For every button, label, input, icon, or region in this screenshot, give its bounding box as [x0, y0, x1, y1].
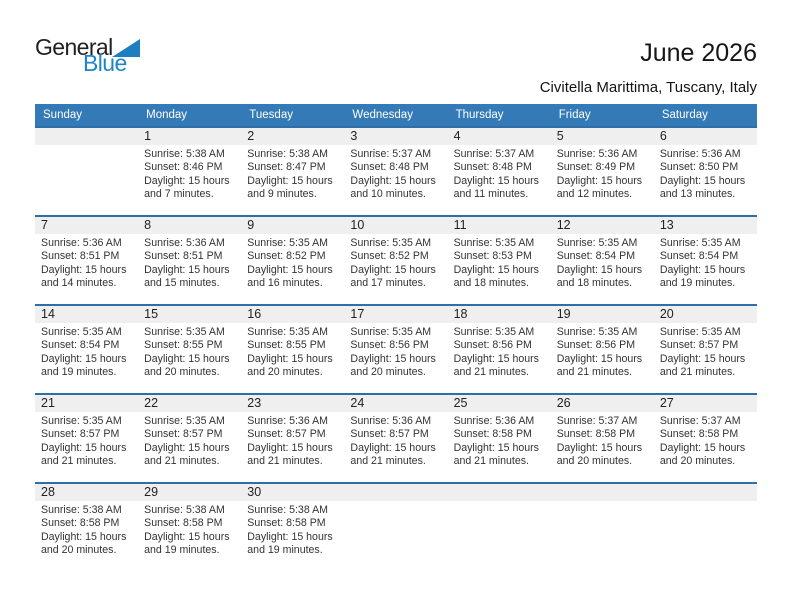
- sunset-text: Sunset: 8:56 PM: [453, 339, 532, 352]
- day-cell-empty: [551, 501, 654, 571]
- sunrise-text: Sunrise: 5:37 AM: [350, 148, 432, 160]
- daylight-text: Daylight: 15 hours: [247, 174, 333, 187]
- daylight-text: Daylight: 15 hours: [453, 352, 539, 365]
- daylight-text: and 21 minutes.: [556, 366, 633, 379]
- sunrise-text: Sunrise: 5:35 AM: [556, 326, 638, 338]
- day-cell-1: [138, 145, 241, 215]
- day-number-22: 22: [144, 396, 159, 410]
- sunset-text: Sunset: 8:58 PM: [659, 428, 739, 441]
- day-number-7: 7: [41, 218, 48, 232]
- daylight-text: and 21 minutes.: [453, 366, 529, 379]
- daylight-text: and 21 minutes.: [453, 455, 529, 468]
- daylight-text: and 20 minutes.: [350, 366, 426, 379]
- day-number-18: 18: [453, 307, 468, 321]
- sunset-text: Sunset: 8:53 PM: [453, 250, 532, 263]
- day-number-strip: [35, 484, 757, 501]
- daylight-text: Daylight: 15 hours: [247, 530, 333, 543]
- sunset-text: Sunset: 8:50 PM: [659, 161, 739, 174]
- daylight-text: Daylight: 15 hours: [41, 441, 127, 454]
- sunset-text: Sunset: 8:56 PM: [556, 339, 636, 352]
- sunset-text: Sunset: 8:47 PM: [247, 161, 326, 174]
- daylight-text: Daylight: 15 hours: [41, 530, 127, 543]
- sunrise-text: Sunrise: 5:36 AM: [453, 415, 535, 427]
- sunset-text: Sunset: 8:58 PM: [556, 428, 636, 441]
- sunset-text: Sunset: 8:48 PM: [453, 161, 532, 174]
- day-number-17: 17: [350, 307, 365, 321]
- daylight-text: and 19 minutes.: [144, 544, 220, 557]
- day-number-19: 19: [556, 307, 571, 321]
- daylight-text: and 12 minutes.: [556, 188, 633, 201]
- day-cell-11: [448, 234, 551, 304]
- daylight-text: Daylight: 15 hours: [350, 352, 436, 365]
- sunset-text: Sunset: 8:57 PM: [659, 339, 739, 352]
- day-cell-5: [551, 145, 654, 215]
- daylight-text: and 19 minutes.: [659, 277, 736, 290]
- day-number-5: 5: [556, 129, 564, 143]
- sunrise-text: Sunrise: 5:35 AM: [247, 237, 328, 249]
- sunset-text: Sunset: 8:51 PM: [144, 250, 223, 263]
- daylight-text: and 19 minutes.: [247, 544, 323, 557]
- day-cell-empty: [654, 501, 757, 571]
- day-number-empty: [654, 484, 757, 501]
- week-row-1: [35, 126, 757, 215]
- sunrise-text: Sunrise: 5:35 AM: [247, 326, 328, 338]
- sunrise-text: Sunrise: 5:38 AM: [144, 504, 225, 516]
- logo-text-general: General: [35, 34, 113, 60]
- sunset-text: Sunset: 8:48 PM: [350, 161, 429, 174]
- weekday-header-monday: Monday: [146, 109, 188, 121]
- day-cell-13: [654, 234, 757, 304]
- sunrise-text: Sunrise: 5:35 AM: [350, 326, 432, 338]
- day-cell-10: [344, 234, 447, 304]
- sunset-text: Sunset: 8:54 PM: [659, 250, 739, 263]
- sunrise-text: Sunrise: 5:38 AM: [247, 504, 328, 516]
- daylight-text: and 18 minutes.: [556, 277, 633, 290]
- daylight-text: Daylight: 15 hours: [41, 352, 127, 365]
- week-row-2: [35, 215, 757, 304]
- day-cell-empty: [35, 145, 138, 215]
- day-number-10: 10: [350, 218, 365, 232]
- day-number-strip: [35, 395, 757, 412]
- day-cell-17: [344, 323, 447, 393]
- daylight-text: and 20 minutes.: [41, 544, 117, 557]
- day-details-strip: [35, 501, 757, 571]
- sunset-text: Sunset: 8:58 PM: [144, 517, 223, 530]
- daylight-text: and 7 minutes.: [144, 188, 214, 201]
- sunrise-text: Sunrise: 5:36 AM: [144, 237, 225, 249]
- daylight-text: and 17 minutes.: [350, 277, 426, 290]
- weekday-header-row: [35, 104, 757, 126]
- daylight-text: and 21 minutes.: [41, 455, 117, 468]
- calendar-weeks: [35, 126, 757, 571]
- day-cell-21: [35, 412, 138, 482]
- daylight-text: Daylight: 15 hours: [556, 174, 643, 187]
- day-number-24: 24: [350, 396, 365, 410]
- day-cell-empty: [344, 501, 447, 571]
- day-number-9: 9: [247, 218, 255, 232]
- daylight-text: Daylight: 15 hours: [556, 263, 643, 276]
- day-number-26: 26: [556, 396, 571, 410]
- day-number-empty: [35, 128, 138, 145]
- daylight-text: and 18 minutes.: [453, 277, 529, 290]
- logo-text-blue: Blue: [83, 50, 127, 76]
- day-number-strip: [35, 306, 757, 323]
- daylight-text: Daylight: 15 hours: [144, 352, 230, 365]
- day-number-28: 28: [41, 485, 55, 499]
- day-number-strip: [35, 128, 757, 145]
- sunset-text: Sunset: 8:57 PM: [41, 428, 120, 441]
- daylight-text: Daylight: 15 hours: [659, 263, 746, 276]
- day-number-1: 1: [144, 129, 152, 143]
- day-number-empty: [551, 484, 654, 501]
- week-row-5: [35, 482, 757, 571]
- day-number-25: 25: [453, 396, 468, 410]
- day-cell-15: [138, 323, 241, 393]
- sunrise-text: Sunrise: 5:35 AM: [659, 237, 741, 249]
- day-cell-24: [344, 412, 447, 482]
- day-cell-28: [35, 501, 138, 571]
- calendar-table: [35, 104, 757, 571]
- day-cell-empty: [448, 501, 551, 571]
- sunset-text: Sunset: 8:51 PM: [41, 250, 120, 263]
- day-number-empty: [448, 484, 551, 501]
- sunset-text: Sunset: 8:56 PM: [350, 339, 429, 352]
- daylight-text: and 21 minutes.: [144, 455, 220, 468]
- day-details-strip: [35, 145, 757, 215]
- day-number-8: 8: [144, 218, 152, 232]
- day-number-20: 20: [659, 307, 674, 321]
- sunrise-text: Sunrise: 5:35 AM: [41, 415, 122, 427]
- day-cell-29: [138, 501, 241, 571]
- day-cell-14: [35, 323, 138, 393]
- week-row-3: [35, 304, 757, 393]
- daylight-text: and 21 minutes.: [247, 455, 323, 468]
- daylight-text: and 21 minutes.: [659, 366, 736, 379]
- day-cell-18: [448, 323, 551, 393]
- day-number-strip: [35, 217, 757, 234]
- day-cell-22: [138, 412, 241, 482]
- daylight-text: Daylight: 15 hours: [144, 530, 230, 543]
- daylight-text: and 20 minutes.: [144, 366, 220, 379]
- day-cell-7: [35, 234, 138, 304]
- day-number-3: 3: [350, 129, 358, 143]
- day-cell-19: [551, 323, 654, 393]
- daylight-text: and 21 minutes.: [350, 455, 426, 468]
- day-cell-8: [138, 234, 241, 304]
- day-cell-23: [241, 412, 344, 482]
- day-cell-6: [654, 145, 757, 215]
- daylight-text: Daylight: 15 hours: [350, 174, 436, 187]
- day-details-strip: [35, 412, 757, 482]
- daylight-text: Daylight: 15 hours: [350, 263, 436, 276]
- day-details-strip: [35, 323, 757, 393]
- sunrise-text: Sunrise: 5:35 AM: [144, 415, 225, 427]
- sunset-text: Sunset: 8:57 PM: [350, 428, 429, 441]
- day-number-empty: [344, 484, 447, 501]
- daylight-text: Daylight: 15 hours: [144, 441, 230, 454]
- weekday-header-saturday: Saturday: [661, 109, 708, 121]
- daylight-text: Daylight: 15 hours: [350, 441, 436, 454]
- sunrise-text: Sunrise: 5:36 AM: [247, 415, 328, 427]
- daylight-text: Daylight: 15 hours: [453, 174, 539, 187]
- day-cell-3: [344, 145, 447, 215]
- sunrise-text: Sunrise: 5:38 AM: [144, 148, 225, 160]
- sunrise-text: Sunrise: 5:35 AM: [41, 326, 122, 338]
- daylight-text: and 15 minutes.: [144, 277, 220, 290]
- sunset-text: Sunset: 8:52 PM: [247, 250, 326, 263]
- sunset-text: Sunset: 8:55 PM: [247, 339, 326, 352]
- daylight-text: Daylight: 15 hours: [247, 441, 333, 454]
- day-cell-4: [448, 145, 551, 215]
- day-number-29: 29: [144, 485, 159, 499]
- day-cell-20: [654, 323, 757, 393]
- sunset-text: Sunset: 8:57 PM: [144, 428, 223, 441]
- weekday-header-friday: Friday: [558, 109, 591, 121]
- daylight-text: Daylight: 15 hours: [659, 174, 746, 187]
- sunset-text: Sunset: 8:54 PM: [556, 250, 636, 263]
- week-row-4: [35, 393, 757, 482]
- day-number-13: 13: [659, 218, 674, 232]
- daylight-text: Daylight: 15 hours: [453, 263, 539, 276]
- weekday-header-tuesday: Tuesday: [249, 109, 293, 121]
- sunrise-text: Sunrise: 5:36 AM: [41, 237, 122, 249]
- day-number-4: 4: [453, 129, 461, 143]
- sunrise-text: Sunrise: 5:35 AM: [556, 237, 638, 249]
- day-number-2: 2: [247, 129, 255, 143]
- day-number-15: 15: [144, 307, 159, 321]
- day-number-23: 23: [247, 396, 262, 410]
- sunrise-text: Sunrise: 5:36 AM: [659, 148, 741, 160]
- day-number-12: 12: [556, 218, 571, 232]
- sunset-text: Sunset: 8:58 PM: [247, 517, 326, 530]
- sunrise-text: Sunrise: 5:36 AM: [350, 415, 432, 427]
- daylight-text: and 14 minutes.: [41, 277, 117, 290]
- day-cell-27: [654, 412, 757, 482]
- sunrise-text: Sunrise: 5:37 AM: [556, 415, 638, 427]
- day-cell-25: [448, 412, 551, 482]
- daylight-text: and 20 minutes.: [556, 455, 633, 468]
- daylight-text: Daylight: 15 hours: [144, 263, 230, 276]
- day-number-11: 11: [453, 218, 467, 232]
- sunrise-text: Sunrise: 5:35 AM: [350, 237, 432, 249]
- day-number-6: 6: [659, 129, 667, 143]
- daylight-text: Daylight: 15 hours: [659, 441, 746, 454]
- day-cell-2: [241, 145, 344, 215]
- daylight-text: Daylight: 15 hours: [453, 441, 539, 454]
- weekday-header-thursday: Thursday: [455, 109, 504, 121]
- daylight-text: and 10 minutes.: [350, 188, 426, 201]
- sunset-text: Sunset: 8:58 PM: [41, 517, 120, 530]
- sunrise-text: Sunrise: 5:35 AM: [453, 326, 535, 338]
- day-cell-16: [241, 323, 344, 393]
- day-number-30: 30: [247, 485, 262, 499]
- sunrise-text: Sunrise: 5:35 AM: [453, 237, 535, 249]
- sunset-text: Sunset: 8:57 PM: [247, 428, 326, 441]
- daylight-text: Daylight: 15 hours: [144, 174, 230, 187]
- daylight-text: Daylight: 15 hours: [247, 263, 333, 276]
- sunrise-text: Sunrise: 5:37 AM: [453, 148, 535, 160]
- sunrise-text: Sunrise: 5:37 AM: [659, 415, 741, 427]
- sunset-text: Sunset: 8:49 PM: [556, 161, 636, 174]
- general-blue-logo: [35, 36, 140, 75]
- sunrise-text: Sunrise: 5:35 AM: [659, 326, 741, 338]
- day-cell-12: [551, 234, 654, 304]
- location-subtitle: Civitella Marittima, Tuscany, Italy: [539, 79, 757, 96]
- day-number-21: 21: [41, 396, 55, 410]
- daylight-text: and 11 minutes.: [453, 188, 529, 201]
- day-cell-9: [241, 234, 344, 304]
- daylight-text: and 20 minutes.: [247, 366, 323, 379]
- day-cell-30: [241, 501, 344, 571]
- daylight-text: and 13 minutes.: [659, 188, 736, 201]
- sunrise-text: Sunrise: 5:38 AM: [41, 504, 122, 516]
- weekday-header-sunday: Sunday: [43, 109, 83, 121]
- sunset-text: Sunset: 8:46 PM: [144, 161, 223, 174]
- day-number-16: 16: [247, 307, 262, 321]
- day-number-14: 14: [41, 307, 55, 321]
- sunset-text: Sunset: 8:54 PM: [41, 339, 120, 352]
- day-cell-26: [551, 412, 654, 482]
- sunset-text: Sunset: 8:52 PM: [350, 250, 429, 263]
- sunset-text: Sunset: 8:55 PM: [144, 339, 223, 352]
- daylight-text: Daylight: 15 hours: [556, 352, 643, 365]
- daylight-text: and 9 minutes.: [247, 188, 317, 201]
- sunrise-text: Sunrise: 5:36 AM: [556, 148, 638, 160]
- sunrise-text: Sunrise: 5:35 AM: [144, 326, 225, 338]
- daylight-text: Daylight: 15 hours: [247, 352, 333, 365]
- daylight-text: and 19 minutes.: [41, 366, 117, 379]
- day-number-27: 27: [659, 396, 674, 410]
- day-details-strip: [35, 234, 757, 304]
- daylight-text: Daylight: 15 hours: [659, 352, 746, 365]
- sunset-text: Sunset: 8:58 PM: [453, 428, 532, 441]
- daylight-text: and 16 minutes.: [247, 277, 323, 290]
- daylight-text: and 20 minutes.: [659, 455, 736, 468]
- sunrise-text: Sunrise: 5:38 AM: [247, 148, 328, 160]
- month-title: June 2026: [640, 39, 757, 67]
- weekday-header-wednesday: Wednesday: [352, 109, 413, 121]
- daylight-text: Daylight: 15 hours: [556, 441, 643, 454]
- daylight-text: Daylight: 15 hours: [41, 263, 127, 276]
